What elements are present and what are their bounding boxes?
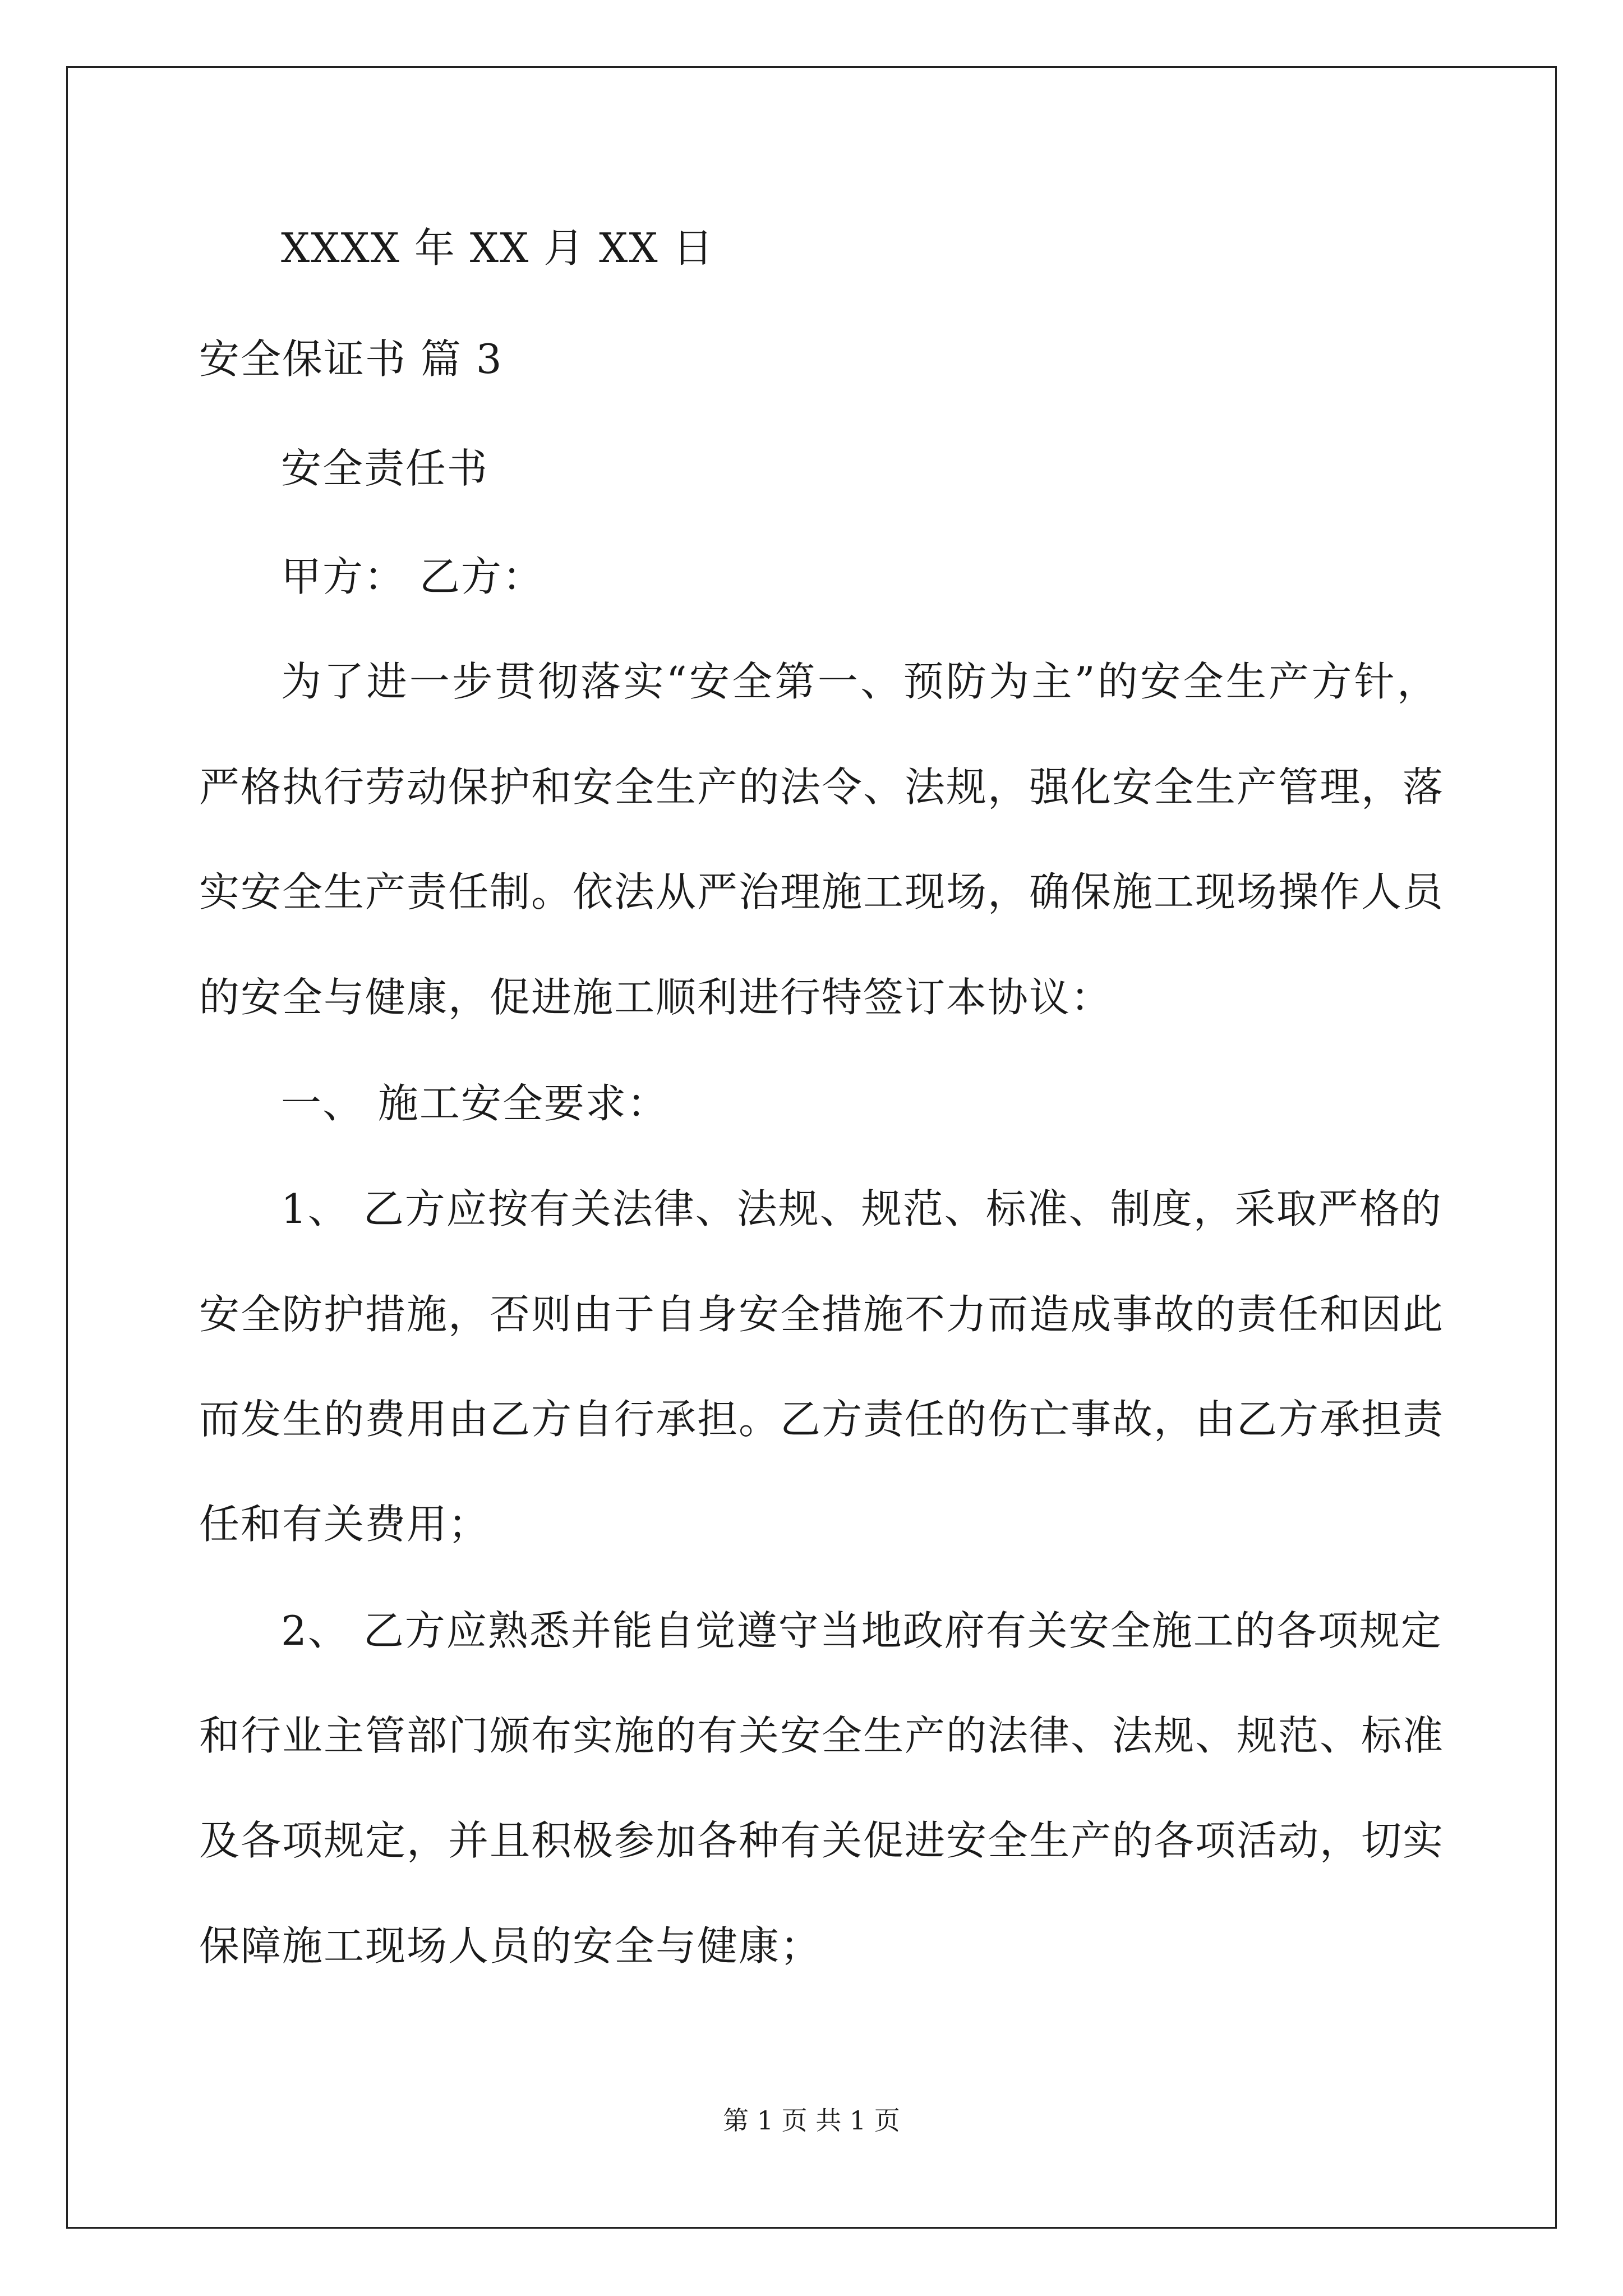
- item-2-line: 保障施工现场人员的安全与健康；: [199, 1922, 822, 1970]
- intro-line: 实安全生产责任制。依法从严治理施工现场，确保施工现场操作人员: [199, 868, 1445, 915]
- item-2-line: 及各项规定，并且积极参加各种有关促进安全生产的各项活动，切实: [199, 1817, 1445, 1864]
- intro-line: 为了进一步贯彻落实“安全第一、预防为主”的安全生产方针，: [281, 658, 1438, 705]
- page-border: [66, 66, 1557, 2229]
- intro-line: 的安全与健康，促进施工顺利进行特签订本协议：: [199, 974, 1113, 1021]
- item-2-line: 和行业主管部门颁布实施的有关安全生产的法律、法规、规范、标准: [199, 1712, 1445, 1759]
- intro-line: 严格执行劳动保护和安全生产的法令、法规，强化安全生产管理，落: [199, 763, 1445, 811]
- section-heading: 安全保证书 篇 3: [199, 335, 503, 383]
- parties-line: 甲方： 乙方：: [281, 553, 544, 600]
- item-1-line: 任和有关费用；: [199, 1501, 490, 1548]
- date-line: XXXX 年 XX 月 XX 日: [281, 224, 714, 272]
- item-2-line: 2、 乙方应熟悉并能自觉遵守当地政府有关安全施工的各项规定: [281, 1607, 1442, 1654]
- page-number: 第 1 页 共 1 页: [723, 2105, 900, 2136]
- item-1-line: 安全防护措施，否则由于自身安全措施不力而造成事故的责任和因此: [199, 1291, 1445, 1338]
- part-one-heading: 一、 施工安全要求：: [281, 1080, 668, 1127]
- item-1-line: 而发生的费用由乙方自行承担。乙方责任的伤亡事故，由乙方承担责: [199, 1396, 1445, 1443]
- document-title: 安全责任书: [281, 445, 489, 492]
- item-1-line: 1、 乙方应按有关法律、法规、规范、标准、制度，采取严格的: [281, 1185, 1442, 1232]
